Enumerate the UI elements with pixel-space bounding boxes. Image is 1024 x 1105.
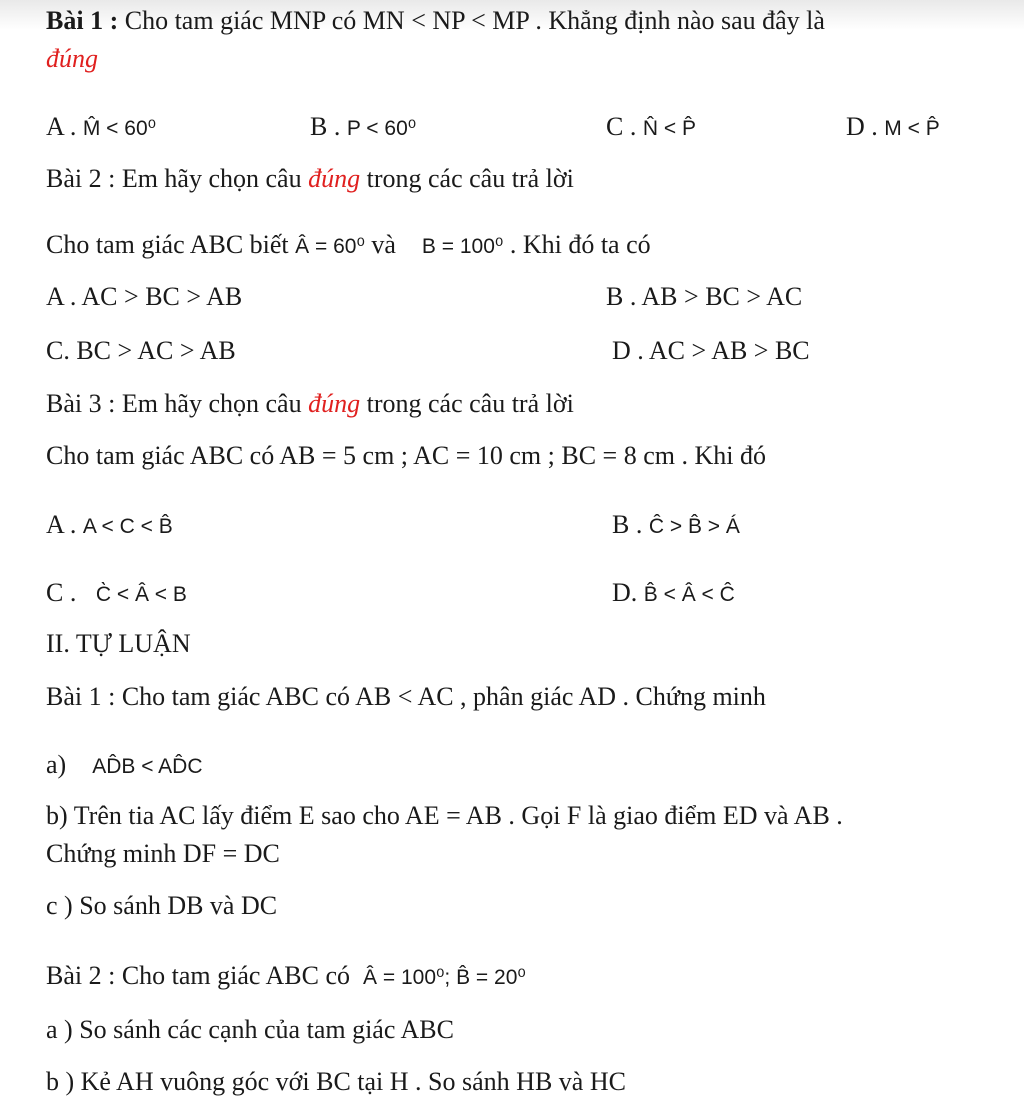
q2-angle-b: B = 100⁰ xyxy=(421,235,504,258)
q1-option-c[interactable]: C . N̂ < P̂ xyxy=(606,112,696,141)
q3-option-d-expr: B̂ < Â < Ĉ xyxy=(643,583,735,606)
q1-option-b-expr: P < 60⁰ xyxy=(346,117,417,140)
part2-heading: II. TỰ LUẬN xyxy=(46,629,191,658)
q1-option-a[interactable]: A . M̂ < 60⁰ xyxy=(46,112,157,141)
ex2-part-a: a ) So sánh các cạnh của tam giác ABC xyxy=(46,1015,454,1044)
q2-option-b[interactable]: B . AB > BC > AC xyxy=(606,282,803,311)
ex1-part-a: a) AD̂B < AD̂C xyxy=(46,750,203,779)
q1-option-b[interactable]: B . P < 60⁰ xyxy=(310,112,417,141)
q3-option-a-expr: A < C < B̂ xyxy=(82,515,173,538)
q1-statement xyxy=(46,8,825,34)
q3-option-b[interactable]: B . Ĉ > B̂ > Á xyxy=(612,510,740,539)
q1-option-d-expr: M < P̂ xyxy=(884,117,940,140)
q3-option-b-expr: Ĉ > B̂ > Á xyxy=(648,515,740,538)
q3-option-a[interactable]: A . A < C < B̂ xyxy=(46,510,173,539)
q2-option-a[interactable]: A . AC > BC > AB xyxy=(46,282,243,311)
ex1-part-a-expr: AD̂B < AD̂C xyxy=(92,755,203,778)
ex2-part-b: b ) Kẻ AH vuông góc với BC tại H . So sánh HB và HC xyxy=(46,1067,626,1096)
q2-emphasis: đúng xyxy=(308,164,361,193)
q3-intro: Bài 3 : Em hãy chọn câu đúng trong các câu trả lời xyxy=(46,389,574,418)
q3-option-c-expr: C̀ < Â < B xyxy=(95,583,187,606)
q2-option-c[interactable]: C. BC > AC > AB xyxy=(46,336,236,365)
ex1-intro: Bài 1 : Cho tam giác ABC có AB < AC , phân giác AD . Chứng minh xyxy=(46,682,766,711)
q2-premise: Cho tam giác ABC biết Â = 60⁰ và B = 100⁰ . Khi đó ta có xyxy=(46,230,651,259)
ex2-intro: Bài 2 : Cho tam giác ABC có Â = 100⁰; B̂ = 20⁰ xyxy=(46,961,526,990)
q3-emphasis: đúng xyxy=(308,389,361,418)
q2-intro: Bài 2 : Em hãy chọn câu đúng trong các câu trả lời xyxy=(46,164,574,193)
ex2-angles: Â = 100⁰; B̂ = 20⁰ xyxy=(363,966,526,989)
q1-emphasis: đúng xyxy=(46,44,98,73)
ex1-part-b-line1: b) Trên tia AC lấy điểm E sao cho AE = AB . Gọi F là giao điểm ED và AB . xyxy=(46,801,843,830)
q1-option-c-expr: N̂ < P̂ xyxy=(642,117,696,140)
ex1-part-b-line2: Chứng minh DF = DC xyxy=(46,839,280,868)
q1-option-d[interactable]: D . M < P̂ xyxy=(846,112,940,141)
q2-option-d[interactable]: D . AC > AB > BC xyxy=(612,336,810,365)
q1-text: Cho tam giác MNP có MN < NP < MP . Khẳng định nào sau đây là xyxy=(124,6,825,35)
ex1-part-c: c ) So sánh DB và DC xyxy=(46,891,278,920)
q1-label: Bài 1 : xyxy=(46,6,119,35)
q3-option-c[interactable]: C . C̀ < Â < B xyxy=(46,578,187,607)
q3-premise: Cho tam giác ABC có AB = 5 cm ; AC = 10 cm ; BC = 8 cm . Khi đó xyxy=(46,441,766,470)
q2-angle-a: Â = 60⁰ xyxy=(295,235,365,258)
q3-option-d[interactable]: D. B̂ < Â < Ĉ xyxy=(612,578,735,607)
q1-option-a-expr: M̂ < 60⁰ xyxy=(82,117,157,140)
